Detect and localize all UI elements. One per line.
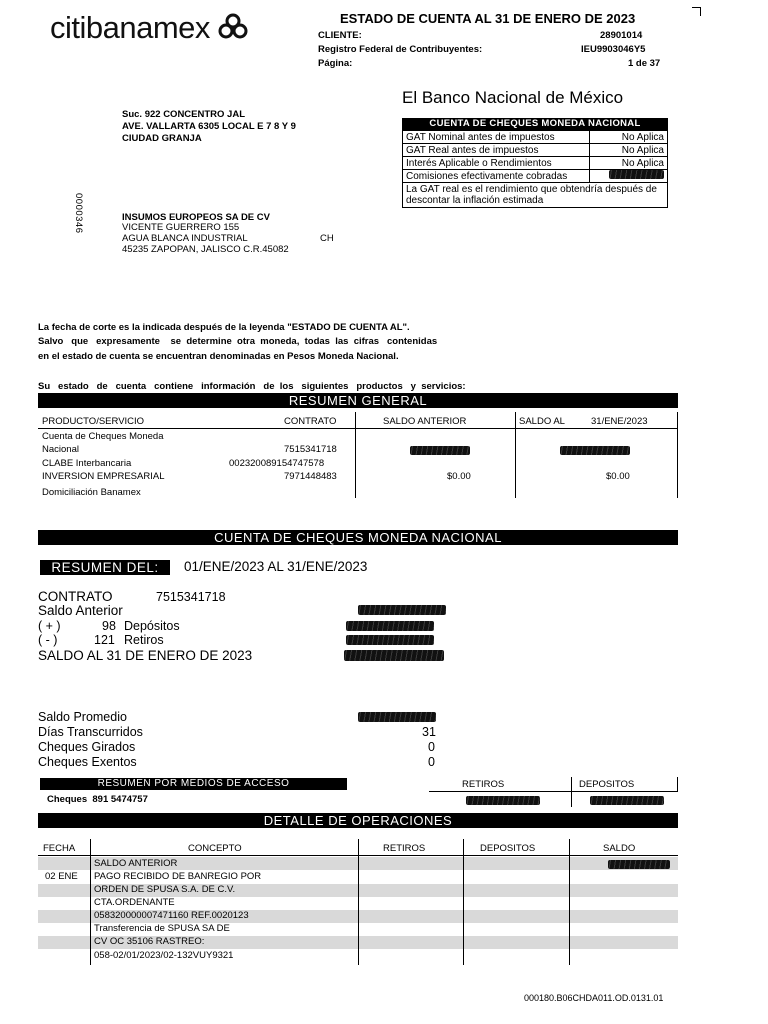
notice-line3: en el estado de cuenta se encuentran denominadas en Pesos Moneda Nacional. [38, 351, 399, 362]
depositos-redacted [346, 621, 434, 631]
gat-label: Interés Aplicable o Rendimientos [403, 157, 590, 170]
col-producto: PRODUCTO/SERVICIO [42, 416, 145, 427]
detalle-bar: DETALLE DE OPERACIONES [38, 813, 678, 828]
rfc-value: IEU9903046Y5 [581, 44, 646, 55]
corner-mark [692, 7, 701, 16]
notice-line4: Su estado de cuenta contiene información de los siguientes productos y servicios: [38, 381, 466, 392]
medios-depositos-header: DEPOSITOS [579, 779, 635, 790]
divider [38, 428, 678, 429]
gat-note: La GAT real es el rendimiento que obtendría después de descontar la inflación estimada [403, 183, 668, 208]
detalle-concepto: 058-02/01/2023/02-132VUY9321 [94, 950, 234, 961]
col-concepto: CONCEPTO [188, 843, 242, 854]
gat-box-title: CUENTA DE CHEQUES MONEDA NACIONAL [402, 118, 668, 130]
exentos-value: 0 [428, 755, 435, 769]
retiros-count: 121 [94, 633, 115, 647]
col-saldo-anterior: SALDO ANTERIOR [383, 416, 467, 427]
girados-label: Cheques Girados [38, 740, 136, 754]
saldo-anterior-label: Saldo Anterior [38, 603, 123, 618]
dias-value: 31 [422, 725, 436, 739]
notice-line2: Salvo que expresamente se determine otra moneda, todas las cifras contenidas [38, 336, 438, 347]
medios-retiros-redacted [466, 796, 540, 805]
col-fecha: FECHA [43, 843, 76, 854]
side-code: 0000346 [73, 193, 84, 234]
retiros-redacted [346, 635, 434, 645]
exentos-label: Cheques Exentos [38, 755, 137, 769]
rg-producto: Nacional [42, 444, 79, 455]
sucursal-line2: AVE. VALLARTA 6305 LOCAL E 7 8 Y 9 [122, 121, 296, 132]
pagina-value: 1 de 37 [628, 58, 661, 69]
footer-code: 000180.B06CHDA011.OD.0131.01 [524, 993, 664, 1003]
gat-row [403, 157, 668, 170]
col-contrato: CONTRATO [284, 416, 337, 427]
detalle-concepto: CV OC 35106 RASTREO: [94, 936, 205, 947]
divider [429, 791, 678, 792]
customer-name: INSUMOS EUROPEOS SA DE CV [122, 212, 270, 223]
rg-saldo-al-redacted [560, 446, 630, 455]
col-saldo-al-date: 31/ENE/2023 [591, 416, 648, 427]
gat-value: No Aplica [590, 131, 668, 144]
depositos-count: 98 [102, 619, 116, 633]
girados-value: 0 [428, 740, 435, 754]
col-depositos: DEPOSITOS [480, 843, 536, 854]
rg-producto: CLABE Interbancaria [42, 458, 132, 469]
saldo-promedio-redacted [358, 712, 436, 722]
saldo-al-redacted [344, 650, 444, 661]
resumen-del-label: RESUMEN DEL: [40, 560, 170, 575]
rg-contrato: 7971448483 [284, 471, 337, 482]
customer-line2b: CH [320, 233, 334, 244]
saldo-anterior-redacted [358, 605, 446, 615]
rg-contrato: 002320089154747578 [229, 458, 325, 469]
detalle-concepto: Transferencia de SPUSA SA DE [94, 923, 230, 934]
gat-note-row [403, 183, 668, 208]
col-saldo-al: SALDO AL [519, 416, 565, 427]
detalle-concepto: SALDO ANTERIOR [94, 858, 178, 869]
divider [355, 412, 356, 498]
gat-label: GAT Nominal antes de impuestos [403, 131, 590, 144]
divider [90, 839, 91, 965]
medios-depositos-redacted [590, 796, 664, 805]
divider [677, 777, 678, 791]
contrato-label: CONTRATO [38, 589, 113, 604]
divider [677, 412, 678, 498]
gat-value: No Aplica [590, 157, 668, 170]
gat-label: GAT Real antes de impuestos [403, 144, 590, 157]
contrato-value: 7515341718 [156, 590, 226, 604]
gat-row [403, 144, 668, 157]
saldo-al-label: SALDO AL 31 DE ENERO DE 2023 [38, 648, 253, 663]
pagina-label: Página: [318, 58, 353, 69]
rg-contrato: 7515341718 [284, 444, 337, 455]
saldo-anterior-detalle-redacted [608, 860, 670, 869]
divider [515, 412, 516, 498]
rg-producto: Domiciliación Banamex [42, 487, 141, 498]
retiros-sign: ( - ) [38, 633, 58, 647]
col-saldo: SALDO [603, 843, 636, 854]
divider [569, 839, 570, 965]
sucursal-line3: CIUDAD GRANJA [122, 133, 202, 144]
bank-name: El Banco Nacional de México [402, 88, 624, 107]
statement-title: ESTADO DE CUENTA AL 31 DE ENERO DE 2023 [340, 11, 636, 26]
dias-label: Días Transcurridos [38, 725, 143, 739]
detalle-fecha: 02 ENE [45, 871, 78, 882]
cheques-account: Cheques 891 5474757 [47, 794, 148, 805]
detalle-concepto: CTA.ORDENANTE [94, 897, 175, 908]
resumen-general-bar: RESUMEN GENERAL [38, 393, 678, 408]
col-retiros: RETIROS [383, 843, 426, 854]
divider [571, 777, 572, 807]
gat-value: No Aplica [590, 144, 668, 157]
medios-retiros-header: RETIROS [462, 779, 505, 790]
depositos-label: Depósitos [124, 619, 180, 633]
rfc-label: Registro Federal de Contribuyentes: [318, 44, 483, 55]
detalle-concepto: ORDEN DE SPUSA S.A. DE C.V. [94, 884, 236, 895]
detalle-concepto: 058320000007471160 REF.0020123 [94, 910, 249, 921]
rg-saldo-anterior: $0.00 [447, 471, 471, 482]
divider [358, 839, 359, 965]
saldo-promedio-label: Saldo Promedio [38, 710, 127, 724]
divider [463, 839, 464, 965]
gat-label: Comisiones efectivamente cobradas [403, 170, 590, 183]
rg-saldo-anterior-redacted [410, 446, 470, 455]
gat-row [403, 131, 668, 144]
notice-line1: La fecha de corte es la indicada después de la leyenda "ESTADO DE CUENTA AL". [38, 322, 410, 333]
gat-value-redacted [590, 170, 668, 183]
gat-row [403, 170, 668, 183]
customer-line2: AGUA BLANCA INDUSTRIAL [122, 233, 248, 244]
sucursal-line1: Suc. 922 CONCENTRO JAL [122, 109, 245, 120]
bank-logo [50, 10, 248, 46]
gat-table [402, 130, 668, 208]
banamex-emblem-icon [218, 13, 248, 43]
gat-box [402, 118, 668, 208]
logo-text: citibanamex [50, 10, 210, 45]
retiros-label: Retiros [124, 633, 164, 647]
cuenta-cheques-bar: CUENTA DE CHEQUES MONEDA NACIONAL [38, 530, 678, 545]
customer-line1: VICENTE GUERRERO 155 [122, 222, 240, 233]
rg-saldo-al: $0.00 [606, 471, 630, 482]
customer-line3: 45235 ZAPOPAN, JALISCO C.R.45082 [122, 244, 289, 255]
detalle-concepto: PAGO RECIBIDO DE BANREGIO POR [94, 871, 262, 882]
medios-bar: RESUMEN POR MEDIOS DE ACCESO [40, 778, 347, 790]
rg-producto: INVERSION EMPRESARIAL [42, 471, 165, 482]
cliente-value: 28901014 [600, 30, 643, 41]
cliente-label: CLIENTE: [318, 30, 362, 41]
rg-producto: Cuenta de Cheques Moneda [42, 431, 164, 442]
depositos-sign: ( + ) [38, 619, 61, 633]
resumen-period: 01/ENE/2023 AL 31/ENE/2023 [184, 559, 368, 574]
